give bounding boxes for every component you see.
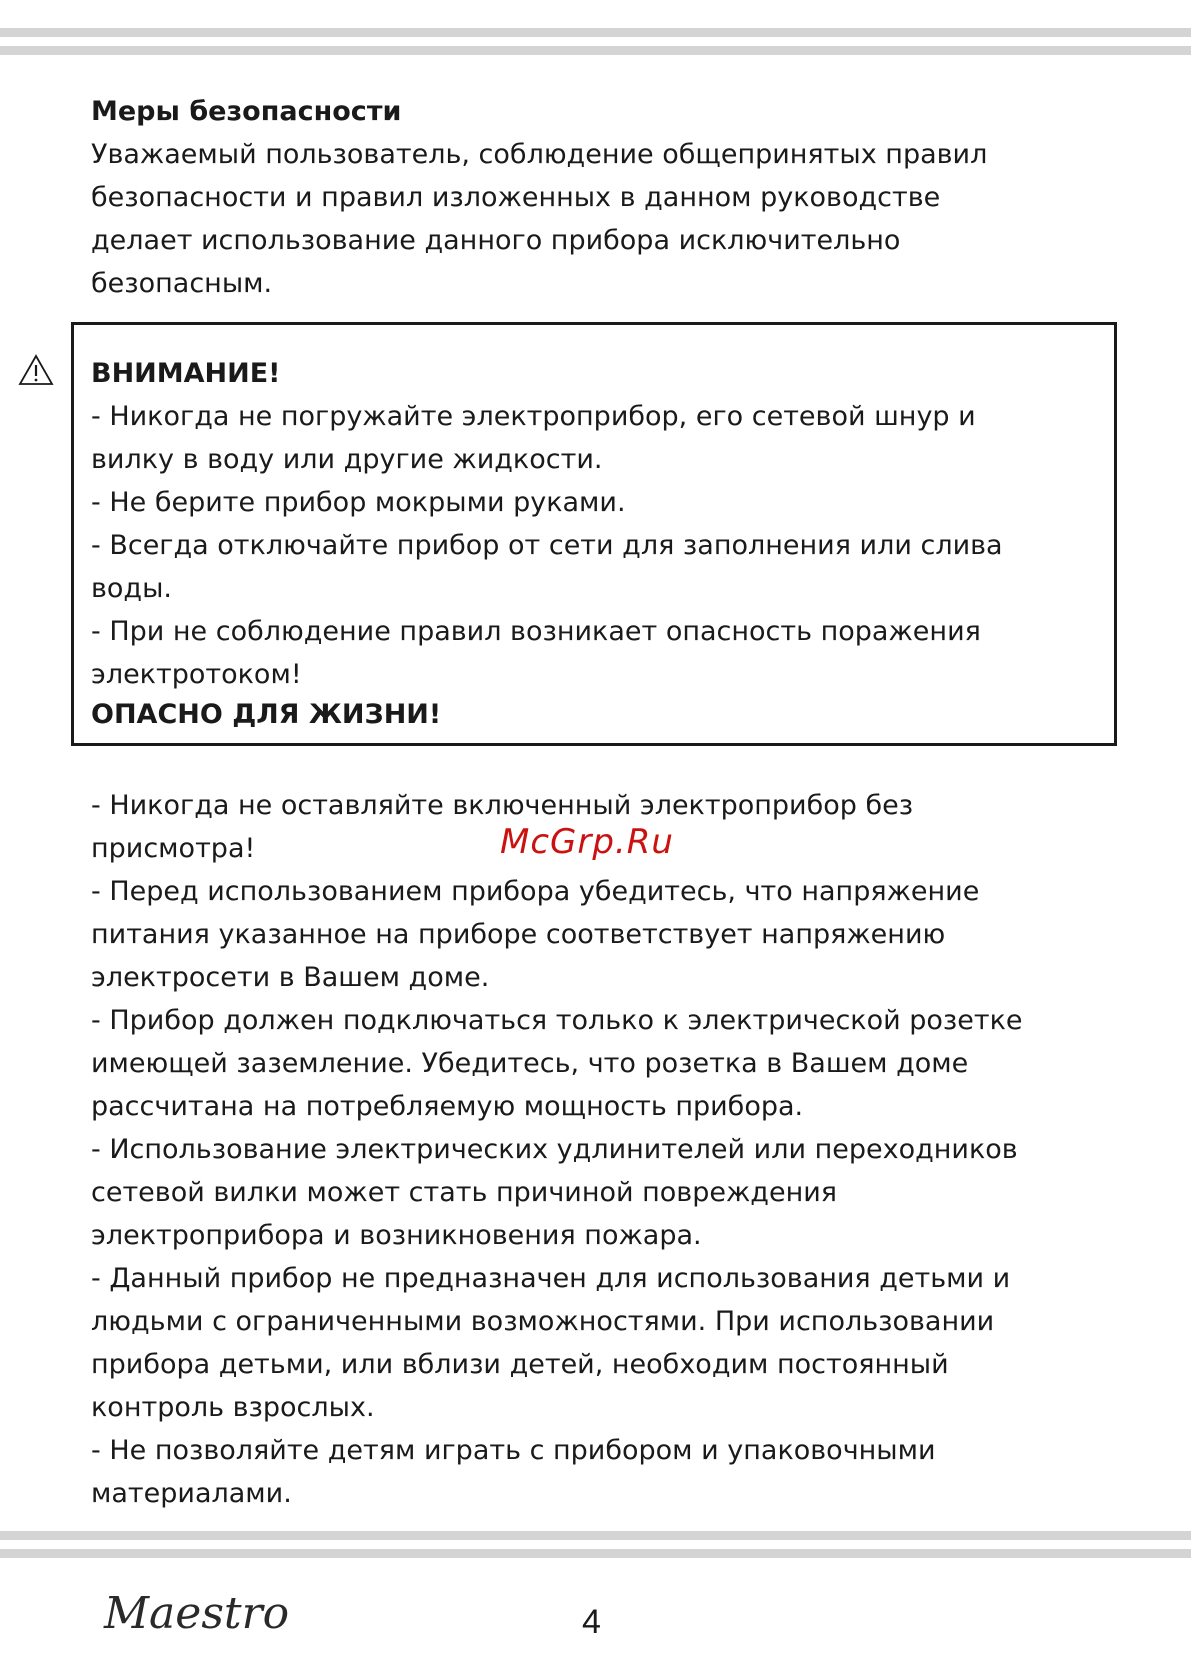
warning-line: - Всегда отключайте прибор от сети для заполнения или слива xyxy=(91,530,1003,561)
page-number: 4 xyxy=(582,1603,601,1641)
top-rule-2 xyxy=(0,46,1191,55)
top-rule-1 xyxy=(0,28,1191,37)
body-line: материалами. xyxy=(91,1478,292,1509)
body-line: - Не позволяйте детям играть с прибором и упаковочными xyxy=(91,1435,936,1466)
body-line: - Использование электрических удлинителей или переходников xyxy=(91,1134,1018,1165)
body-line: прибора детьми, или вблизи детей, необходим постоянный xyxy=(91,1349,949,1380)
warning-line: воды. xyxy=(91,573,172,604)
warning-title: ВНИМАНИЕ! xyxy=(91,358,281,389)
warning-line: - Не берите прибор мокрыми руками. xyxy=(91,487,626,518)
body-line: - Перед использованием прибора убедитесь, что напряжение xyxy=(91,876,980,907)
bottom-rule-2 xyxy=(0,1549,1191,1558)
intro-line: безопасным. xyxy=(91,268,273,299)
body-line: - Прибор должен подключаться только к электрической розетке xyxy=(91,1005,1023,1036)
body-line: сетевой вилки может стать причиной повреждения xyxy=(91,1177,838,1208)
body-line: людьми с ограниченными возможностями. При использовании xyxy=(91,1306,995,1337)
warning-triangle-icon xyxy=(18,354,54,386)
body-line: питания указанное на приборе соответствует напряжению xyxy=(91,919,946,950)
body-line: контроль взрослых. xyxy=(91,1392,375,1423)
section-title: Меры безопасности xyxy=(91,96,402,127)
intro-line: делает использование данного прибора исключительно xyxy=(91,225,901,256)
warning-line: - При не соблюдение правил возникает опасность поражения xyxy=(91,616,981,647)
warning-line: вилку в воду или другие жидкости. xyxy=(91,444,603,475)
danger-footer: ОПАСНО ДЛЯ ЖИЗНИ! xyxy=(91,699,442,730)
body-line: - Данный прибор не предназначен для использования детьми и xyxy=(91,1263,1011,1294)
body-line: рассчитана на потребляемую мощность прибора. xyxy=(91,1091,804,1122)
body-line: электросети в Вашем доме. xyxy=(91,962,490,993)
body-line: присмотра! xyxy=(91,833,256,864)
body-line: электроприбора и возникновения пожара. xyxy=(91,1220,702,1251)
warning-line: - Никогда не погружайте электроприбор, его сетевой шнур и xyxy=(91,401,976,432)
intro-line: Уважаемый пользователь, соблюдение общепринятых правил xyxy=(91,139,988,170)
brand-logo: Maestro xyxy=(104,1588,290,1639)
watermark: McGrp.Ru xyxy=(500,822,674,862)
intro-line: безопасности и правил изложенных в данном руководстве xyxy=(91,182,941,213)
body-line: имеющей заземление. Убедитесь, что розетка в Вашем доме xyxy=(91,1048,969,1079)
bottom-rule-1 xyxy=(0,1531,1191,1540)
warning-line: электротоком! xyxy=(91,659,302,690)
body-line: - Никогда не оставляйте включенный электроприбор без xyxy=(91,790,914,821)
